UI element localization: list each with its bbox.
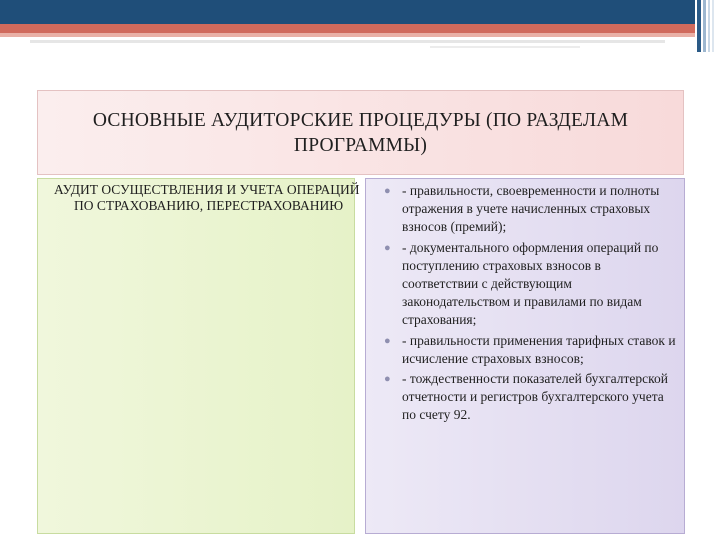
list-item-text: - правильности, своевременности и полноты отражения в учете начисленных страховых взносов (премий); — [402, 183, 660, 235]
banner-stripe — [697, 0, 701, 52]
slide-title: ОСНОВНЫЕ АУДИТОРСКИЕ ПРОЦЕДУРЫ (ПО РАЗДЕЛАМ ПРОГРАММЫ) — [92, 109, 629, 156]
list-item-text: - тождественности показателей бухгалтерской отчетности и регистров бухгалтерского учета по счету 92. — [402, 371, 668, 423]
banner-blue-bar — [0, 0, 695, 24]
list-item-text: - документального оформления операций по поступлению страховых взносов в соответствии с действующим законодательством и правилами по видам страхования; — [402, 239, 659, 328]
banner-stripe — [712, 0, 714, 52]
bullet-dot-icon: ● — [384, 185, 391, 197]
bullet-dot-icon: ● — [384, 241, 391, 254]
list-item — [380, 239, 680, 330]
list-item — [380, 370, 680, 425]
top-banner — [0, 0, 720, 52]
banner-red-thin-bar — [0, 33, 695, 37]
left-panel — [37, 178, 360, 534]
banner-underline — [430, 46, 580, 48]
list-item — [380, 332, 680, 368]
list-item — [380, 182, 680, 237]
left-panel-text: АУДИТ ОСУЩЕСТВЛЕНИЯ И УЧЕТА ОПЕРАЦИЙ ПО СТРАХОВАНИЮ, ПЕРЕСТРАХОВАНИЮ — [54, 182, 360, 213]
banner-underline — [30, 40, 665, 43]
procedure-list — [380, 182, 680, 427]
bullet-dot-icon: ● — [384, 334, 391, 347]
bullet-dot-icon: ● — [384, 373, 391, 386]
banner-red-bar — [0, 24, 695, 33]
right-panel — [365, 178, 685, 534]
title-box — [37, 90, 684, 175]
banner-stripe — [708, 0, 710, 52]
list-item-text: - правильности применения тарифных ставок и исчисление страховых взносов; — [402, 332, 676, 366]
banner-stripe — [703, 0, 706, 52]
